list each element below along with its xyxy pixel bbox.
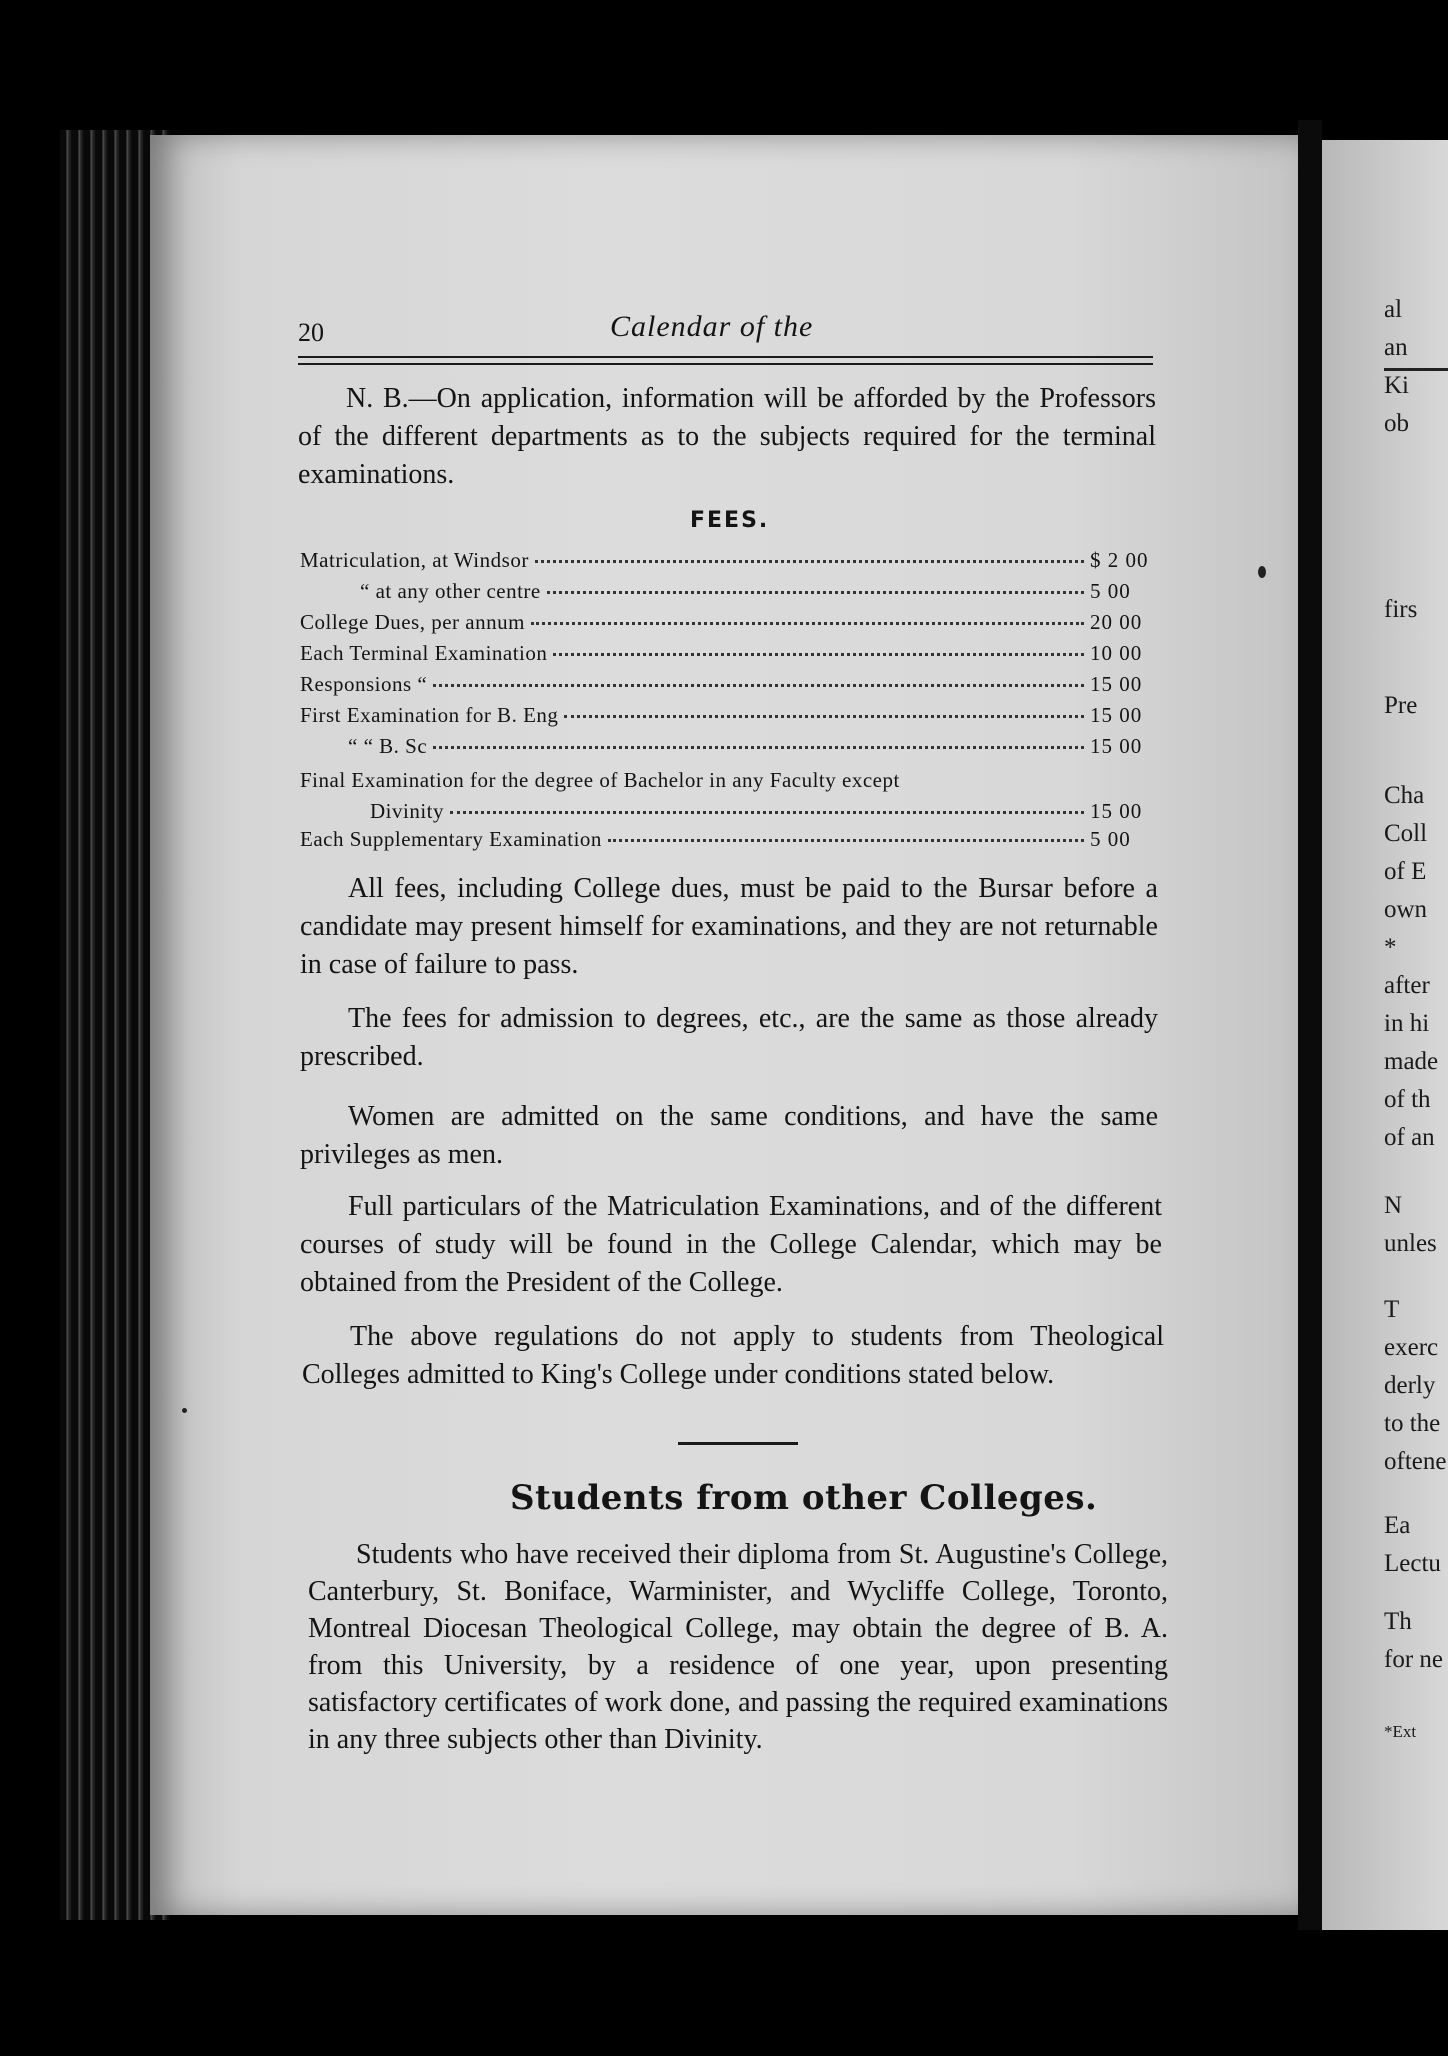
dot-leader — [564, 703, 1084, 718]
adjacent-page-text: in hi — [1384, 1010, 1430, 1037]
fee-label: Responsions “ — [300, 672, 428, 696]
running-title: Calendar of the — [610, 310, 814, 343]
adjacent-page-text: derly — [1384, 1372, 1436, 1399]
adjacent-page-text: Th — [1384, 1608, 1412, 1635]
paragraph-particulars: Full particulars of the Matriculation Examinations, and of the different courses of study will be found in the College Calendar, which may be obtained from the President of the College. — [300, 1191, 1162, 1298]
fees-heading: FEES. — [690, 508, 770, 533]
dot-leader — [608, 827, 1084, 842]
scan-speck — [182, 1408, 187, 1413]
fee-amount: 5 00 — [1090, 579, 1131, 603]
adjacent-page-text: T — [1384, 1296, 1400, 1323]
header-double-rule — [298, 356, 1153, 365]
adjacent-page-text: Coll — [1384, 820, 1428, 847]
fee-label: “ at any other centre — [360, 579, 541, 603]
fee-amount: 15 00 — [1090, 734, 1143, 758]
fee-label: Matriculation, at Windsor — [300, 548, 529, 572]
fee-amount: 20 00 — [1090, 610, 1143, 634]
fee-row — [300, 703, 1160, 734]
adjacent-page-text: of E — [1384, 858, 1427, 885]
fee-row — [300, 765, 1160, 827]
adjacent-page-text: oftene — [1384, 1448, 1447, 1475]
adjacent-page-text: for ne — [1384, 1646, 1443, 1673]
adjacent-page-text: exerc — [1384, 1334, 1439, 1361]
adjacent-page-text: of an — [1384, 1124, 1435, 1151]
adjacent-page-text: own — [1384, 896, 1428, 923]
fee-label: “ “ B. Sc — [348, 734, 428, 758]
fee-amount: 10 00 — [1090, 641, 1143, 665]
adjacent-page-text: unles — [1384, 1230, 1437, 1257]
dot-leader — [433, 672, 1084, 687]
dot-leader — [450, 799, 1084, 814]
fee-amount: $ 2 00 — [1090, 548, 1149, 572]
adjacent-page-text: firs — [1384, 596, 1418, 623]
adjacent-page-text: N — [1384, 1192, 1403, 1219]
adjacent-page-text: Cha — [1384, 782, 1425, 809]
adjacent-page-text: *Ext — [1384, 1722, 1417, 1741]
paragraph-regulations: The above regulations do not apply to students from Theological Colleges admitted to King's College under conditions stated below. — [302, 1321, 1164, 1390]
intro-note: N. B.—On application, information will be afforded by the Professors of the different departments as to the subjects required for the terminal examinations. — [298, 383, 1156, 490]
fee-amount: 15 00 — [1090, 672, 1143, 696]
dot-leader — [553, 641, 1084, 656]
fee-amount: 15 00 — [1090, 799, 1143, 823]
fee-row — [300, 548, 1160, 579]
adjacent-page-text: an — [1384, 334, 1408, 361]
dot-leader — [433, 734, 1084, 749]
adjacent-page-text: al — [1384, 296, 1403, 323]
adjacent-page-text: made — [1384, 1048, 1439, 1075]
fee-row — [300, 641, 1160, 672]
fee-amount: 5 00 — [1090, 827, 1131, 851]
fee-row — [300, 827, 1160, 858]
scan-speck — [1258, 566, 1266, 578]
adjacent-page-text: Pre — [1384, 692, 1418, 719]
paragraph-women: Women are admitted on the same conditions, and have the same privileges as men. — [300, 1101, 1158, 1170]
section-title: Students from other Colleges. — [510, 1478, 1098, 1518]
adjacent-page-text: * — [1384, 934, 1397, 961]
dot-leader — [531, 610, 1084, 625]
fee-label: Each Supplementary Examination — [300, 827, 602, 851]
page-gutter — [1298, 120, 1322, 1930]
fee-amount: 15 00 — [1090, 703, 1143, 727]
adjacent-page-text: ob — [1384, 410, 1409, 437]
paragraph-fees-payment: All fees, including College dues, must be paid to the Bursar before a candidate may present himself for examinations, and they are not returnable in case of failure to pass. — [300, 873, 1158, 980]
fee-label: Each Terminal Examination — [300, 641, 548, 665]
adjacent-page-text: Ki — [1384, 372, 1409, 399]
fee-row — [300, 579, 1160, 610]
dot-leader — [547, 579, 1084, 594]
section-body: Students who have received their diploma from St. Augustine's College, Canterbury, St. Boniface, Warminister, and Wycliffe College, Toronto, Montreal Diocesan Theological College, may obtain the degree of B. A. from this University, by a residence of one year, upon presenting satisfactory certificates of work done, and passing the required examinations in any three subjects other than Divinity. — [308, 1539, 1168, 1755]
adjacent-page-rule — [1384, 368, 1448, 371]
adjacent-page-text: Ea — [1384, 1512, 1411, 1539]
fees-table — [300, 548, 1160, 858]
fee-label: College Dues, per annum — [300, 610, 525, 634]
adjacent-page-fragment — [1322, 140, 1448, 1930]
adjacent-page-text: to the — [1384, 1410, 1441, 1437]
fee-row — [300, 672, 1160, 703]
fee-label-continued: Divinity — [370, 799, 445, 823]
fee-row — [300, 734, 1160, 765]
fee-row — [300, 610, 1160, 641]
fee-label: Final Examination for the degree of Bachelor in any Faculty except — [300, 768, 900, 792]
adjacent-page-text: Lectu — [1384, 1550, 1441, 1577]
adjacent-page-text: of th — [1384, 1086, 1431, 1113]
dot-leader — [535, 548, 1084, 563]
page-number: 20 — [298, 318, 324, 347]
section-divider — [678, 1442, 798, 1445]
paragraph-degree-fees: The fees for admission to degrees, etc., are the same as those already prescribed. — [300, 1003, 1158, 1072]
adjacent-page-text: after — [1384, 972, 1430, 999]
fee-label: First Examination for B. Eng — [300, 703, 559, 727]
